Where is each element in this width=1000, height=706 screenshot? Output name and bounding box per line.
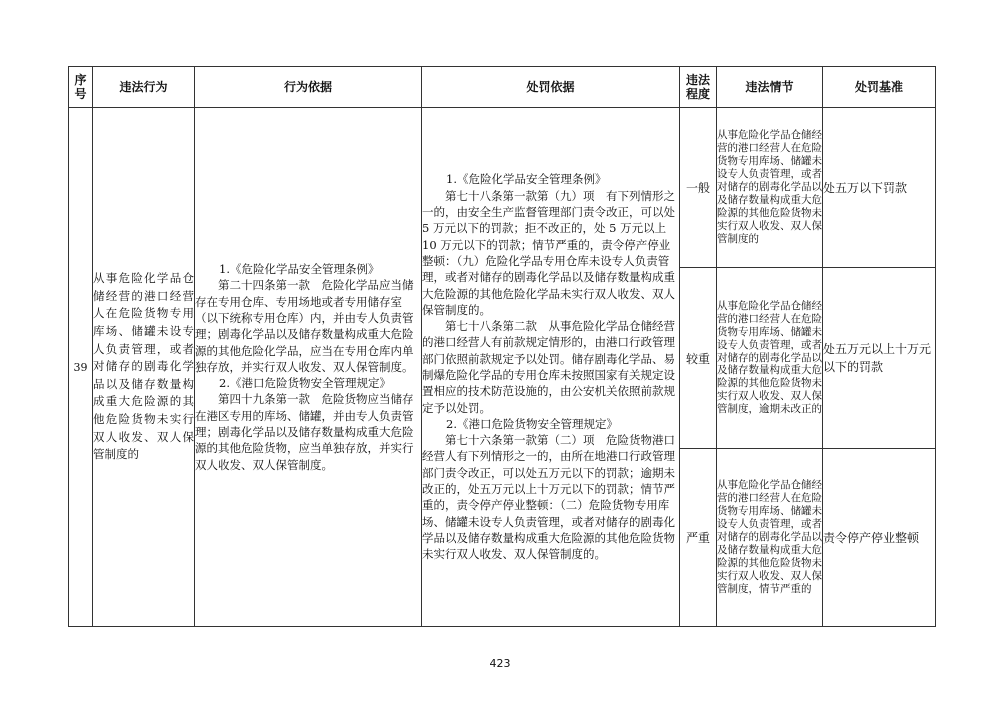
basis-article-1: 第二十四条第一款 危险化学品应当储存在专用仓库、专用场地或者专用储存室（以下统称专用仓库）内，并由专人负责管理；剧毒化学品以及储存数量构成重大危险源的其他危险化学品，应当在专用仓库内单独存放，并实行双人收发、双人保管制度。 xyxy=(195,278,414,374)
header-standard: 处罚基准 xyxy=(823,67,936,108)
header-penalty-basis: 处罚依据 xyxy=(422,67,680,108)
penalty-basis-cell xyxy=(422,108,680,627)
header-seq: 序号 xyxy=(69,67,93,108)
standard-general: 处五万以下罚款 xyxy=(823,108,936,268)
header-violation: 违法行为 xyxy=(93,67,195,108)
penalty-article-2: 第七十八条第二款 从事危险化学品仓储经营的港口经营人有前款规定情形的，由港口行政管理部门依照前款规定予以处罚。储存剧毒化学品、易制爆危险化学品的专用仓库未按照国家有关规定设置相应的技术防范设施的，由公安机关依照前款规定予以处罚。 xyxy=(422,319,675,415)
standard-severe: 责令停产停业整顿 xyxy=(823,449,936,627)
circumstance-general: 从事危险化学品仓储经营的港口经营人在危险货物专用库场、储罐未设专人负责管理，或者对储存的剧毒化学品以及储存数量构成重大危险源的其他危险货物未实行双人收发、双人保管制度的 xyxy=(717,108,823,268)
standard-serious: 处五万元以上十万元以下的罚款 xyxy=(823,268,936,449)
degree-serious: 较重 xyxy=(680,268,717,449)
penalty-law-1: 1.《危险化学品安全管理条例》 xyxy=(446,172,607,187)
basis-law-1: 1.《危险化学品安全管理条例》 xyxy=(219,262,380,277)
header-circumstance: 违法情节 xyxy=(717,67,823,108)
header-row xyxy=(69,67,936,108)
basis-law-2: 2.《港口危险货物安全管理规定》 xyxy=(219,376,391,391)
degree-severe: 严重 xyxy=(680,449,717,627)
circumstance-severe: 从事危险化学品仓储经营的港口经营人在危险货物专用库场、储罐未设专人负责管理，或者对储存的剧毒化学品以及储存数量构成重大危险源的其他危险货物未实行双人收发、双人保管制度，情节严重的 xyxy=(717,449,823,627)
degree-general: 一般 xyxy=(680,108,717,268)
header-basis: 行为依据 xyxy=(195,67,422,108)
row-seq: 39 xyxy=(69,108,93,627)
penalty-article-1: 第七十八条第一款第（九）项 有下列情形之一的，由安全生产监督管理部门责令改正，可以处 5 万元以下的罚款；拒不改正的，处 5 万元以上 10 万元以下的罚款；情节严重的，责令停产停业整顿：（九）危险化学品专用仓库未设专人负责管理，或者对储存的剧毒化学品以及储存数量构成重大危险源的其他危险化学品未实行双人收发、双人保管制度的。 xyxy=(422,188,675,317)
page-number: 423 xyxy=(489,657,511,670)
table-row xyxy=(69,108,936,268)
penalty-article-3: 第七十六条第一款第（二）项 危险货物港口经营人有下列情形之一的，由所在地港口行政管理部门责令改正，可以处五万元以下的罚款；逾期未改正的，处五万元以上十万元以下的罚款；情节严重的，责令停产停业整顿：（二）危险货物专用库场、储罐未设专人负责管理，或者对储存的剧毒化学品以及储存数量构成重大危险源的其他危险货物未实行双人收发、双人保管制度的。 xyxy=(422,433,675,562)
penalty-law-2: 2.《港口危险货物安全管理规定》 xyxy=(446,416,618,431)
header-degree: 违法程度 xyxy=(680,67,717,108)
basis-cell xyxy=(195,108,422,627)
basis-article-2: 第四十九条第一款 危险货物应当储存在港区专用的库场、储罐，并由专人负责管理；剧毒化学品以及储存数量构成重大危险源的其他危险货物，应当单独存放，并实行双人收发、双人保管制度。 xyxy=(195,392,414,472)
violation-cell: 从事危险化学品仓储经营的港口经营人在危险货物专用库场、储罐未设专人负责管理，或者对储存的剧毒化学品以及储存数量构成重大危险源的其他危险货物未实行双人收发、双人保管制度的 xyxy=(93,108,195,627)
penalty-standard-table xyxy=(68,66,936,627)
circumstance-serious: 从事危险化学品仓储经营的港口经营人在危险货物专用库场、储罐未设专人负责管理，或者对储存的剧毒化学品以及储存数量构成重大危险源的其他危险货物未实行双人收发、双人保管制度，逾期未改正的 xyxy=(717,268,823,449)
